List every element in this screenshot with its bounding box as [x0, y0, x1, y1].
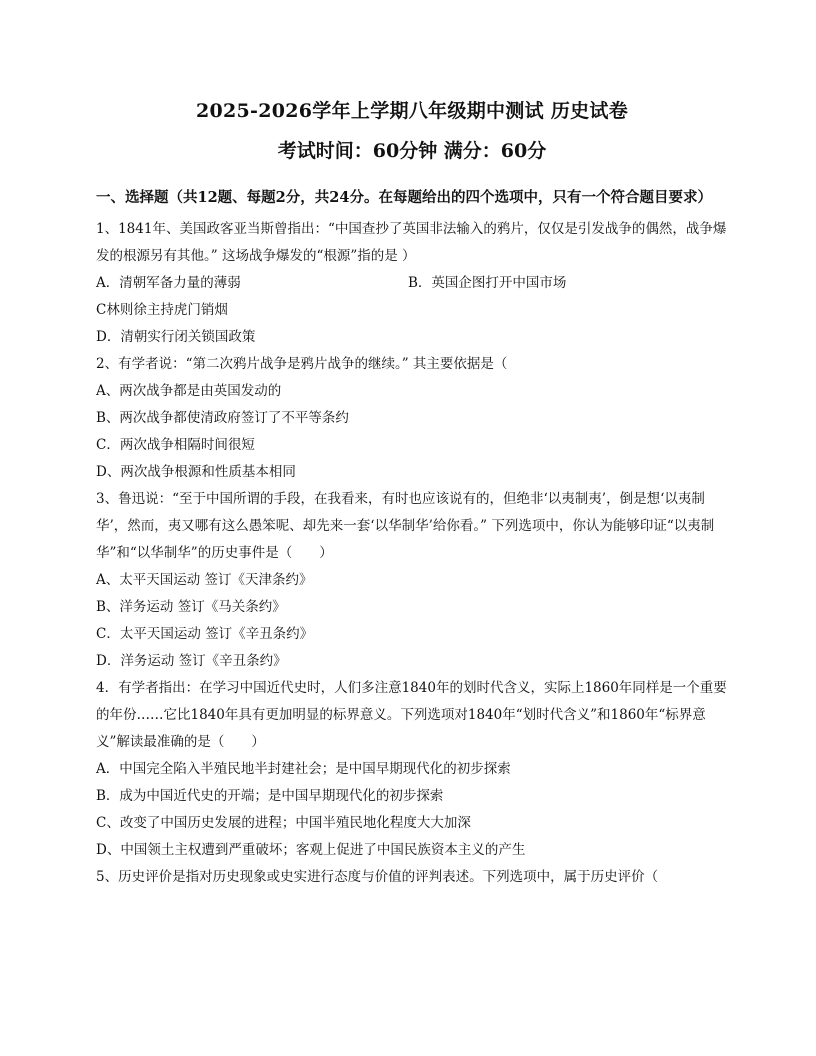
question-stem: 5、历史评价是指对历史现象或史实进行态度与价值的评判表述。下列选项中，属于历史评价（: [96, 869, 659, 885]
option-a: A、太平天国运动 签订《天津条约》: [96, 572, 313, 588]
option-c: C、改变了中国历史发展的进程；中国半殖民地化程度大大加深: [96, 815, 471, 831]
question-stem: 3、鲁迅说：“至于中国所谓的手段，在我看来，有时也应该说有的，但绝非‘以夷制夷’，倒是想‘以夷制华’，然而，夷又哪有这么愚笨呢、却先来一套‘以华制华’给你看。” 下列选项中，你认为能够印证“以夷制华”和“以华制华”的历史事件是（ ）: [96, 491, 715, 561]
question-stem: 1、1841年、美国政客亚当斯曾指出：“中国查抄了英国非法输入的鸦片，仅仅是引发战争的偶然，战争爆发的根源另有其他。” 这场战争爆发的“根源”指的是 ）: [96, 221, 727, 264]
option-b: B．英国企图打开中国市场: [408, 275, 567, 291]
exam-subtitle: 考试时间：60分钟 满分：60分: [277, 140, 547, 162]
option-c: C．两次战争相隔时间很短: [96, 437, 255, 453]
option-a: A．中国完全陷入半殖民地半封建社会；是中国早期现代化的初步探索: [96, 761, 511, 777]
option-d: D、两次战争根源和性质基本相同: [96, 464, 296, 480]
question-4: [96, 675, 728, 864]
option-d: D、中国领土主权遭到严重破坏；客观上促进了中国民族资本主义的产生: [96, 842, 526, 858]
question-stem: 2、有学者说：“第二次鸦片战争是鸦片战争的继续。” 其主要依据是（: [96, 356, 508, 372]
question-5: [96, 864, 728, 891]
option-b: B．成为中国近代史的开端；是中国早期现代化的初步探索: [96, 788, 444, 804]
question-2: [96, 351, 728, 486]
section-heading-choice: 一、选择题（共12题、每题2分，共24分。在每题给出的四个选项中，只有一个符合题目要求）: [96, 189, 712, 206]
option-a: A．清朝军备力量的薄弱: [96, 275, 241, 291]
option-a: A、两次战争都是由英国发动的: [96, 383, 282, 399]
question-3: [96, 486, 728, 675]
option-c: C．太平天国运动 签订《辛丑条约》: [96, 626, 314, 642]
question-stem: 4．有学者指出：在学习中国近代史时，人们多注意1840年的划时代含义，实际上1860年同样是一个重要的年份……它比1840年具有更加明显的标界意义。下列选项对1840年“划时代含义”和1860年“标界意义”解读最准确的是（ ）: [96, 680, 727, 750]
option-d: D．洋务运动 签订《辛丑条约》: [96, 653, 287, 669]
option-d: D．清朝实行闭关锁国政策: [96, 329, 256, 345]
option-c: C林则徐主持虎门销烟: [96, 302, 228, 318]
question-1: [96, 216, 728, 351]
option-row: [96, 270, 728, 297]
option-b: B、两次战争都使清政府签订了不平等条约: [96, 410, 349, 426]
exam-title: 2025-2026学年上学期八年级期中测试 历史试卷: [195, 100, 629, 122]
option-b: B、洋务运动 签订《马关条约》: [96, 599, 286, 615]
